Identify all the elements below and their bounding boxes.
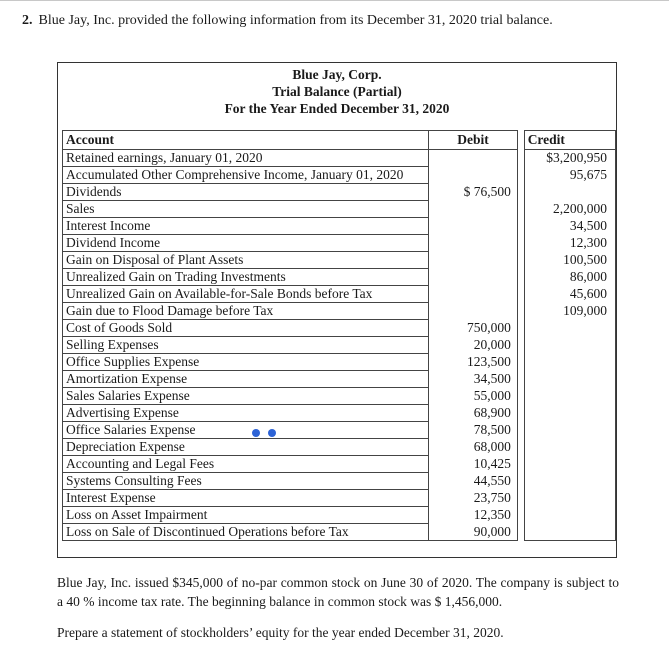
credit-cell (524, 388, 615, 405)
question-number: 2. (22, 13, 33, 28)
question-heading (22, 13, 553, 29)
debit-cell (429, 201, 518, 218)
account-cell: Accounting and Legal Fees (63, 456, 429, 473)
account-cell: Sales Salaries Expense (63, 388, 429, 405)
table-row (63, 320, 616, 337)
credit-cell: 45,600 (524, 286, 615, 303)
table-row (63, 371, 616, 388)
table-row (63, 167, 616, 184)
credit-cell (524, 456, 615, 473)
debit-cell (429, 303, 518, 320)
account-column-header: Account (63, 131, 429, 150)
credit-cell (524, 524, 615, 541)
debit-cell: 55,000 (429, 388, 518, 405)
account-cell: Retained earnings, January 01, 2020 (63, 150, 429, 167)
table-row (63, 286, 616, 303)
credit-cell (524, 337, 615, 354)
account-cell: Advertising Expense (63, 405, 429, 422)
debit-cell (429, 150, 518, 167)
marker-dot-right (268, 429, 276, 437)
debit-cell (429, 252, 518, 269)
credit-column-header: Credit (524, 131, 615, 150)
table-row (63, 388, 616, 405)
debit-cell: 44,550 (429, 473, 518, 490)
question-text: Blue Jay, Inc. provided the following information from its December 31, 2020 trial balance. (38, 13, 553, 28)
account-cell: Office Salaries Expense (63, 422, 429, 439)
table-row (63, 456, 616, 473)
table-row (63, 354, 616, 371)
account-cell: Accumulated Other Comprehensive Income, January 01, 2020 (63, 167, 429, 184)
debit-cell (429, 167, 518, 184)
account-cell: Dividends (63, 184, 429, 201)
table-row (63, 490, 616, 507)
debit-cell: 34,500 (429, 371, 518, 388)
debit-cell (429, 218, 518, 235)
credit-cell (524, 405, 615, 422)
table-row (63, 507, 616, 524)
account-cell: Interest Expense (63, 490, 429, 507)
company-name: Blue Jay, Corp. (292, 67, 382, 82)
credit-cell (524, 371, 615, 388)
credit-cell: 100,500 (524, 252, 615, 269)
debit-cell: 10,425 (429, 456, 518, 473)
marker-dot-left (252, 429, 260, 437)
statement-header (58, 66, 616, 117)
table-row (63, 422, 616, 439)
table-row (63, 218, 616, 235)
debit-cell: 12,350 (429, 507, 518, 524)
debit-cell: 90,000 (429, 524, 518, 541)
table-row (63, 235, 616, 252)
credit-cell: $3,200,950 (524, 150, 615, 167)
account-cell: Selling Expenses (63, 337, 429, 354)
account-cell: Cost of Goods Sold (63, 320, 429, 337)
statement-title: Trial Balance (Partial) (272, 84, 402, 99)
credit-cell: 95,675 (524, 167, 615, 184)
table-row (63, 201, 616, 218)
trial-balance-box (57, 62, 617, 558)
table-row (63, 337, 616, 354)
debit-cell (429, 286, 518, 303)
debit-cell: 68,900 (429, 405, 518, 422)
debit-cell: $ 76,500 (429, 184, 518, 201)
table-row (63, 439, 616, 456)
credit-cell (524, 439, 615, 456)
credit-cell: 34,500 (524, 218, 615, 235)
account-cell: Systems Consulting Fees (63, 473, 429, 490)
credit-cell: 109,000 (524, 303, 615, 320)
account-cell: Amortization Expense (63, 371, 429, 388)
top-divider (0, 0, 669, 1)
credit-cell (524, 354, 615, 371)
credit-cell: 12,300 (524, 235, 615, 252)
credit-cell: 86,000 (524, 269, 615, 286)
credit-cell (524, 320, 615, 337)
account-cell: Loss on Asset Impairment (63, 507, 429, 524)
debit-cell (429, 269, 518, 286)
debit-cell: 23,750 (429, 490, 518, 507)
trial-balance-table (62, 130, 616, 541)
table-body (63, 150, 616, 541)
info-paragraph: Blue Jay, Inc. issued $345,000 of no-par common stock on June 30 of 2020. The company is subject to a 40 % income tax rate. The beginning balance in common stock was $ 1,456,000. (57, 575, 619, 609)
credit-cell: 2,200,000 (524, 201, 615, 218)
account-cell: Gain due to Flood Damage before Tax (63, 303, 429, 320)
account-cell: Gain on Disposal of Plant Assets (63, 252, 429, 269)
account-cell: Sales (63, 201, 429, 218)
debit-column-header: Debit (429, 131, 518, 150)
credit-cell (524, 473, 615, 490)
task-instruction: Prepare a statement of stockholders’ equity for the year ended December 31, 2020. (57, 625, 504, 640)
debit-cell: 20,000 (429, 337, 518, 354)
debit-cell: 123,500 (429, 354, 518, 371)
account-cell: Unrealized Gain on Trading Investments (63, 269, 429, 286)
table-header-row (63, 131, 616, 150)
table-row (63, 269, 616, 286)
table-row (63, 524, 616, 541)
account-cell: Office Supplies Expense (63, 354, 429, 371)
credit-cell (524, 422, 615, 439)
table-row (63, 252, 616, 269)
debit-cell (429, 235, 518, 252)
account-cell: Interest Income (63, 218, 429, 235)
account-cell: Loss on Sale of Discontinued Operations before Tax (63, 524, 429, 541)
account-cell: Unrealized Gain on Available-for-Sale Bonds before Tax (63, 286, 429, 303)
credit-cell (524, 490, 615, 507)
debit-cell: 78,500 (429, 422, 518, 439)
debit-cell: 68,000 (429, 439, 518, 456)
account-cell: Depreciation Expense (63, 439, 429, 456)
marker-dots (252, 429, 278, 437)
credit-cell (524, 507, 615, 524)
table-row (63, 150, 616, 167)
statement-period: For the Year Ended December 31, 2020 (224, 101, 450, 116)
table-row (63, 405, 616, 422)
credit-cell (524, 184, 615, 201)
table-row (63, 473, 616, 490)
table-row (63, 184, 616, 201)
account-cell: Dividend Income (63, 235, 429, 252)
table-row (63, 303, 616, 320)
debit-cell: 750,000 (429, 320, 518, 337)
